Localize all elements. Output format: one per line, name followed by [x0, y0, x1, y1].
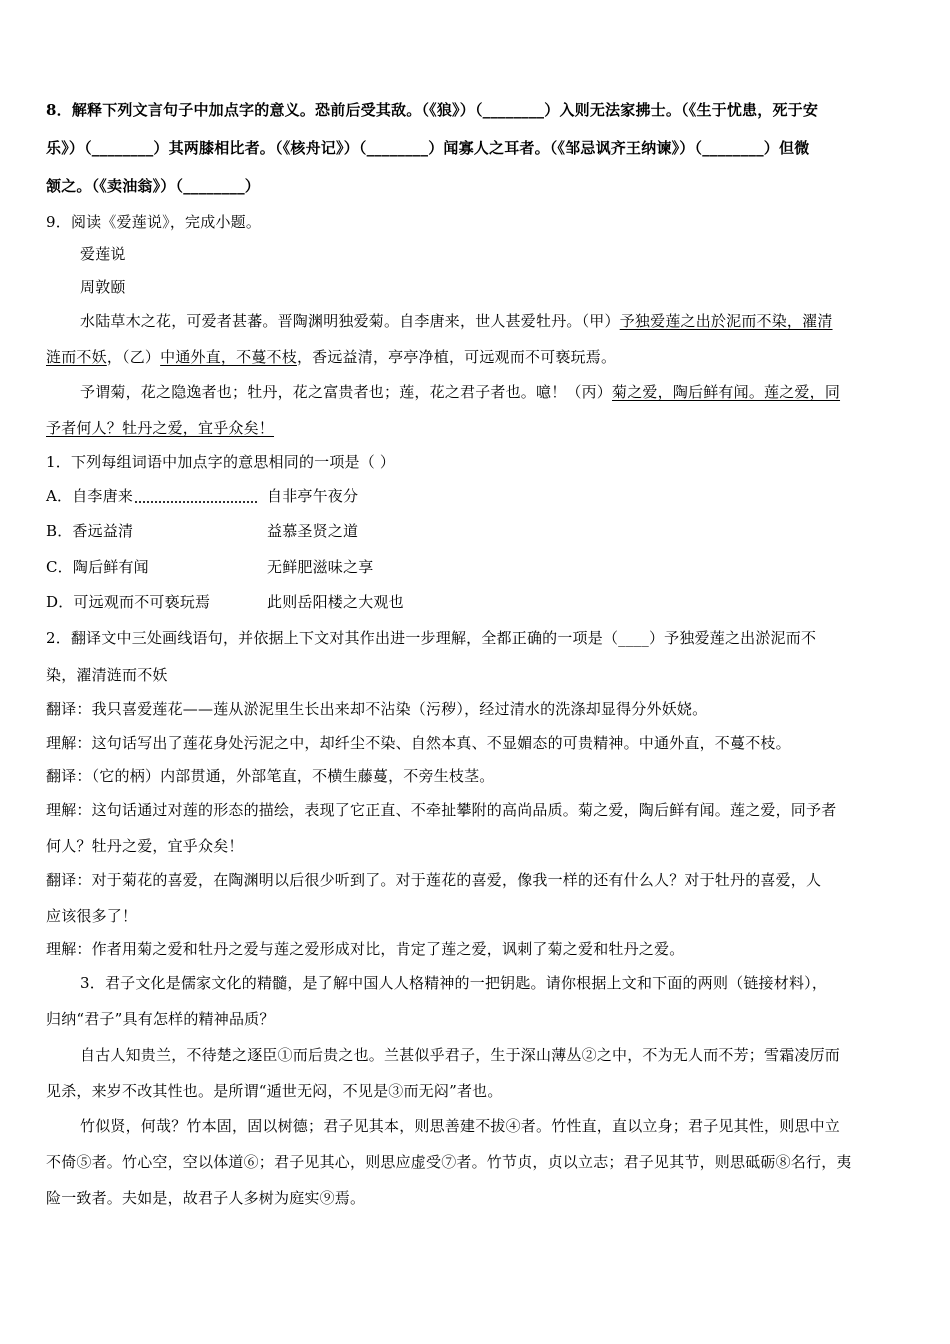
option-d-word1: D．可远观而不可亵玩焉: [46, 593, 211, 611]
option-b-word1: B．香远益清: [46, 522, 134, 540]
option-a-word1: A．自李唐来: [46, 487, 134, 505]
poem-author: 周敦颐: [80, 278, 126, 296]
option-c-word1: C．陶后鲜有闻: [46, 558, 149, 576]
q8-line-3: 颔之。（《卖油翁》）（________）: [46, 177, 261, 195]
text-para-2-line-1: [80, 382, 840, 402]
material-2-line-2: 不倚⑤者。竹心空，空以体道⑥；君子见其心，则思应虚受⑦者。竹节贞，贞以立志；君子见其节，则思砥砺⑧名行，夷: [46, 1153, 852, 1171]
q8-line-2: 乐》）（________）其两膝相比者。（《核舟记》）（________）闻寡人之耳者。（《邹忌讽齐王纳谏》）（________）但微: [46, 139, 810, 157]
text-para-1-line-2: [46, 347, 616, 367]
option-b: [46, 521, 359, 541]
q8-line-1: 8．解释下列文言句子中加点字的意义。恐前后受其敌。（《狼》）（________）入则无法家拂士。（《生于忧患，死于安: [46, 101, 819, 119]
material-2-line-1: 竹似贤，何哉？竹本固，固以树德；君子见其本，则思善建不拔④者。竹性直，直以立身；君子见其性，则思中立: [80, 1117, 841, 1135]
translation-1: 翻译：我只喜爱莲花——莲从淤泥里生长出来却不沾染（污秽），经过清水的洗涤却显得分外妖娆。: [46, 700, 708, 718]
option-c-word2: 无鲜肥滋味之享: [267, 558, 374, 576]
underlined-sentence-bing-cont: 予者何人？牡丹之爱，宜乎众矣！: [46, 419, 275, 437]
sub3-stem-line-1: 3．君子文化是儒家文化的精髓，是了解中国人人格精神的一把钥匙。请你根据上文和下面的两则（链接材料），: [80, 974, 828, 992]
understanding-2-line-1: 理解：这句话通过对莲的形态的描绘，表现了它正直、不牵扯攀附的高尚品质。菊之爱，陶后鲜有闻。莲之爱，同予者: [46, 801, 837, 819]
underlined-sentence-bing: 菊之爱，陶后鲜有闻。莲之爱，同: [612, 383, 841, 401]
para1-mid: ，（乙）: [106, 348, 161, 366]
text-para-1-line-1: [80, 311, 833, 331]
sub3-stem-line-2: 归纳“君子”具有怎样的精神品质？: [46, 1010, 275, 1028]
option-a-word2: 自非亭午夜分: [267, 487, 359, 505]
understanding-2-line-2: 何人？牡丹之爱，宜乎众矣！: [46, 837, 244, 855]
understanding-3: 理解：作者用菊之爱和牡丹之爱与莲之爱形成对比，肯定了莲之爱，讽刺了菊之爱和牡丹之爱。: [46, 940, 685, 958]
sub2-stem-line-2: 染，濯清涟而不妖: [46, 666, 168, 684]
poem-title: 爱莲说: [80, 245, 126, 263]
para2-text: 予谓菊，花之隐逸者也；牡丹，花之富贵者也；莲，花之君子者也。噫！（丙）: [80, 383, 613, 401]
sub2-stem-line-1: 2．翻译文中三处画线语句，并依据上下文对其作出进一步理解，全都正确的一项是（____）予独爱莲之出淤泥而不: [46, 629, 817, 647]
para1-text: 水陆草木之花，可爱者甚蕃。晋陶渊明独爱菊。自李唐来，世人甚爱牡丹。（甲）: [80, 312, 620, 330]
para1-post: ，香远益清，亭亭净植，可远观而不可亵玩焉。: [296, 348, 617, 366]
underlined-sentence-yi: 中通外直，不蔓不枝: [160, 348, 297, 366]
text-para-2-line-2: [46, 418, 274, 438]
material-1-line-1: 自古人知贵兰，不待楚之逐臣①而后贵之也。兰甚似乎君子，生于深山薄丛②之中，不为无人而不芳；雪霜凌厉而: [80, 1046, 841, 1064]
underlined-sentence-jia: 予独爱莲之出於泥而不染，濯清: [619, 312, 833, 330]
understanding-1: 理解：这句话写出了莲花身处污泥之中，却纤尘不染、自然本真、不显媚态的可贵精神。中通外直，不蔓不枝。: [46, 734, 791, 752]
material-2-line-3: 险一致者。夫如是，故君子人多树为庭实⑨焉。: [46, 1189, 366, 1207]
option-d: [46, 592, 404, 612]
option-d-word2: 此则岳阳楼之大观也: [267, 593, 404, 611]
underlined-sentence-jia-cont: 涟而不妖: [46, 348, 107, 366]
option-b-word2: 益慕圣贤之道: [267, 522, 359, 540]
translation-3-line-1: 翻译：对于菊花的喜爱，在陶渊明以后很少听到了。对于莲花的喜爱，像我一样的还有什么人？对于牡丹的喜爱，人: [46, 871, 822, 889]
option-a: [46, 486, 359, 506]
emphasis-dots: [135, 491, 257, 503]
q9-intro: 9．阅读《爱莲说》，完成小题。: [46, 213, 262, 231]
material-1-line-2: 见杀，来岁不改其性也。是所谓“遁世无闷，不见是③而无闷”者也。: [46, 1082, 503, 1100]
option-c: [46, 557, 374, 577]
sub1-stem: 1．下列每组词语中加点字的意思相同的一项是（ ）: [46, 453, 396, 471]
translation-2: 翻译：（它的柄）内部贯通，外部笔直，不横生藤蔓，不旁生枝茎。: [46, 767, 495, 785]
translation-3-line-2: 应该很多了！: [46, 907, 138, 925]
